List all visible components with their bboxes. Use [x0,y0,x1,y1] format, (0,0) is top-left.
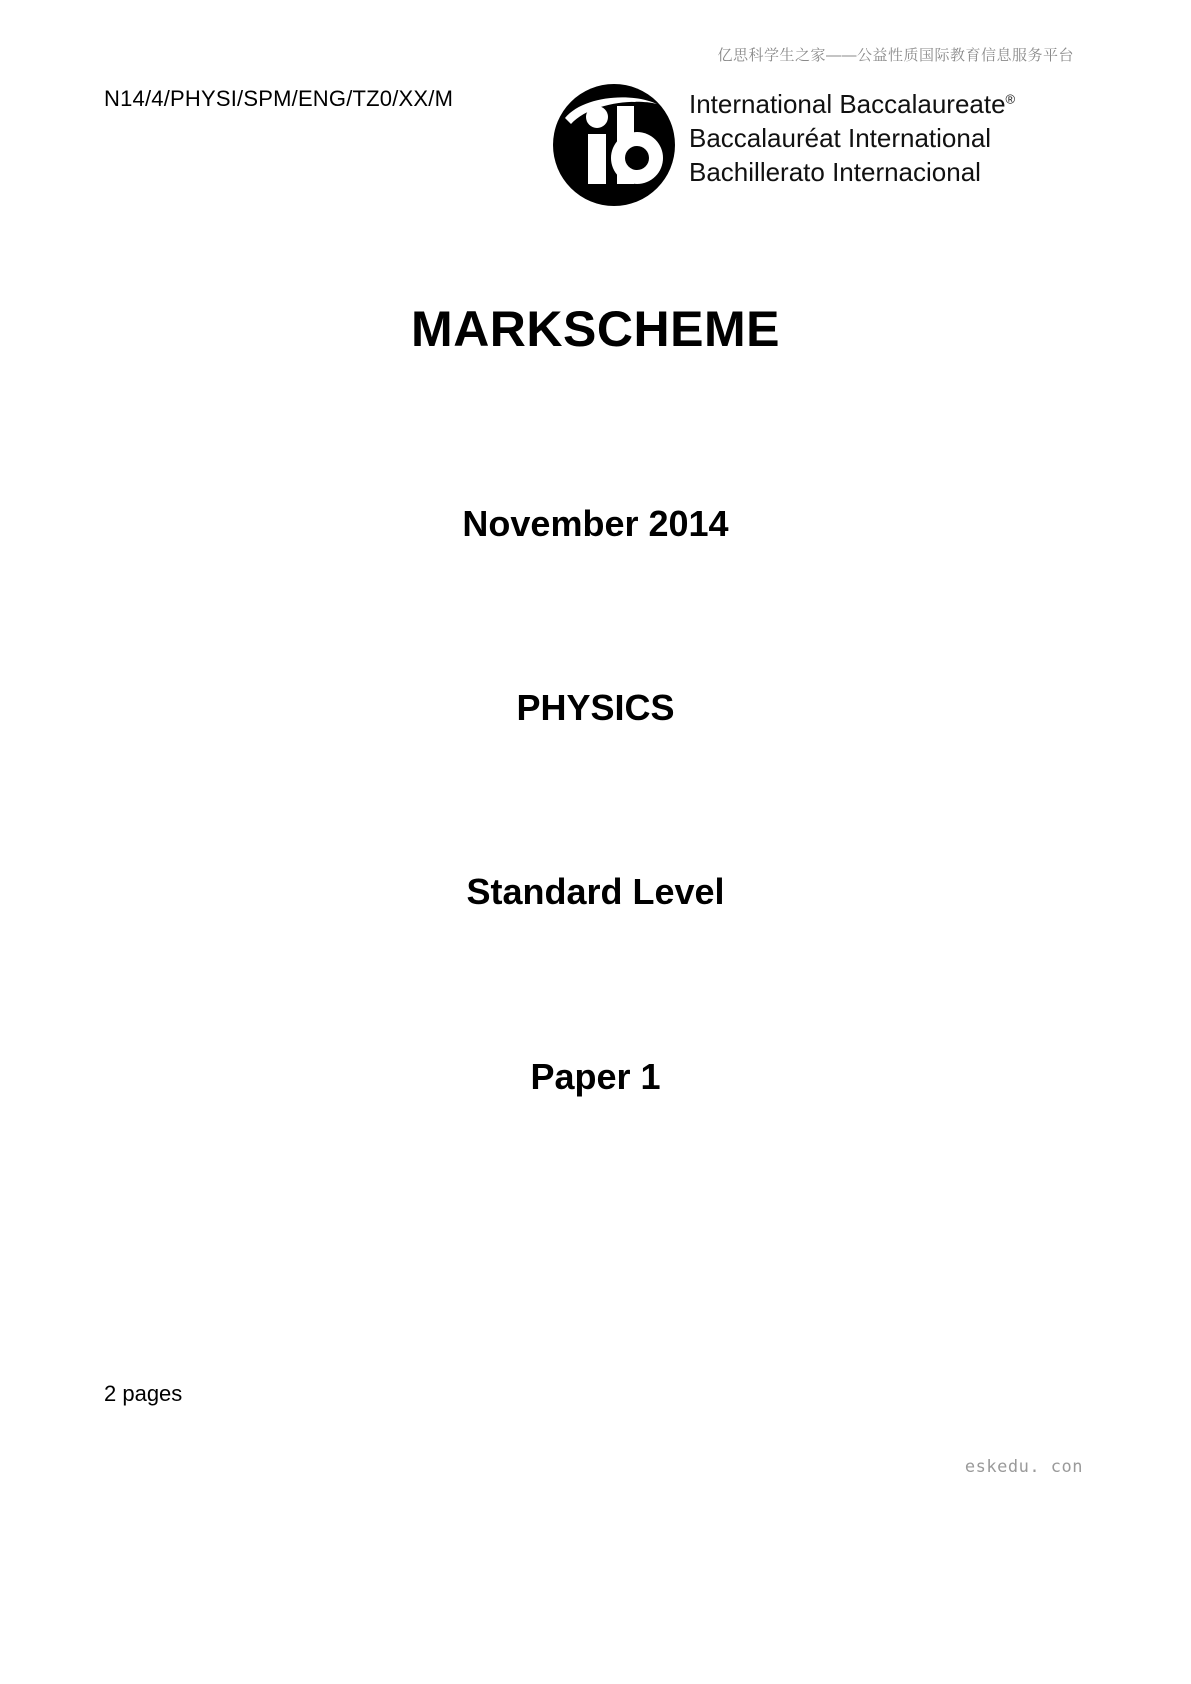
ib-logo-mark-icon [553,84,675,206]
top-watermark-text: 亿思科学生之家——公益性质国际教育信息服务平台 [717,47,1074,64]
page-count-label: 2 pages [104,1381,183,1406]
ib-logo-line-english: International Baccalaureate® [689,89,1016,119]
title-block [0,300,1191,1098]
level-title: Standard Level [466,871,725,912]
ib-logo-line-french: Baccalauréat International [689,122,992,153]
paper-title: Paper 1 [530,1056,661,1097]
document-type-title: MARKSCHEME [411,301,780,357]
exam-code-label: N14/4/PHYSI/SPM/ENG/TZ0/XX/M [104,86,454,111]
ib-logo-line-spanish: Bachillerato Internacional [689,156,981,187]
bottom-watermark-text: eskedu. con [964,1457,1083,1477]
ib-logo [553,80,1023,210]
subject-title: PHYSICS [516,687,675,728]
ib-logo-text [689,88,1015,189]
session-title: November 2014 [462,503,729,544]
registered-trademark-icon: ® [1005,91,1016,107]
